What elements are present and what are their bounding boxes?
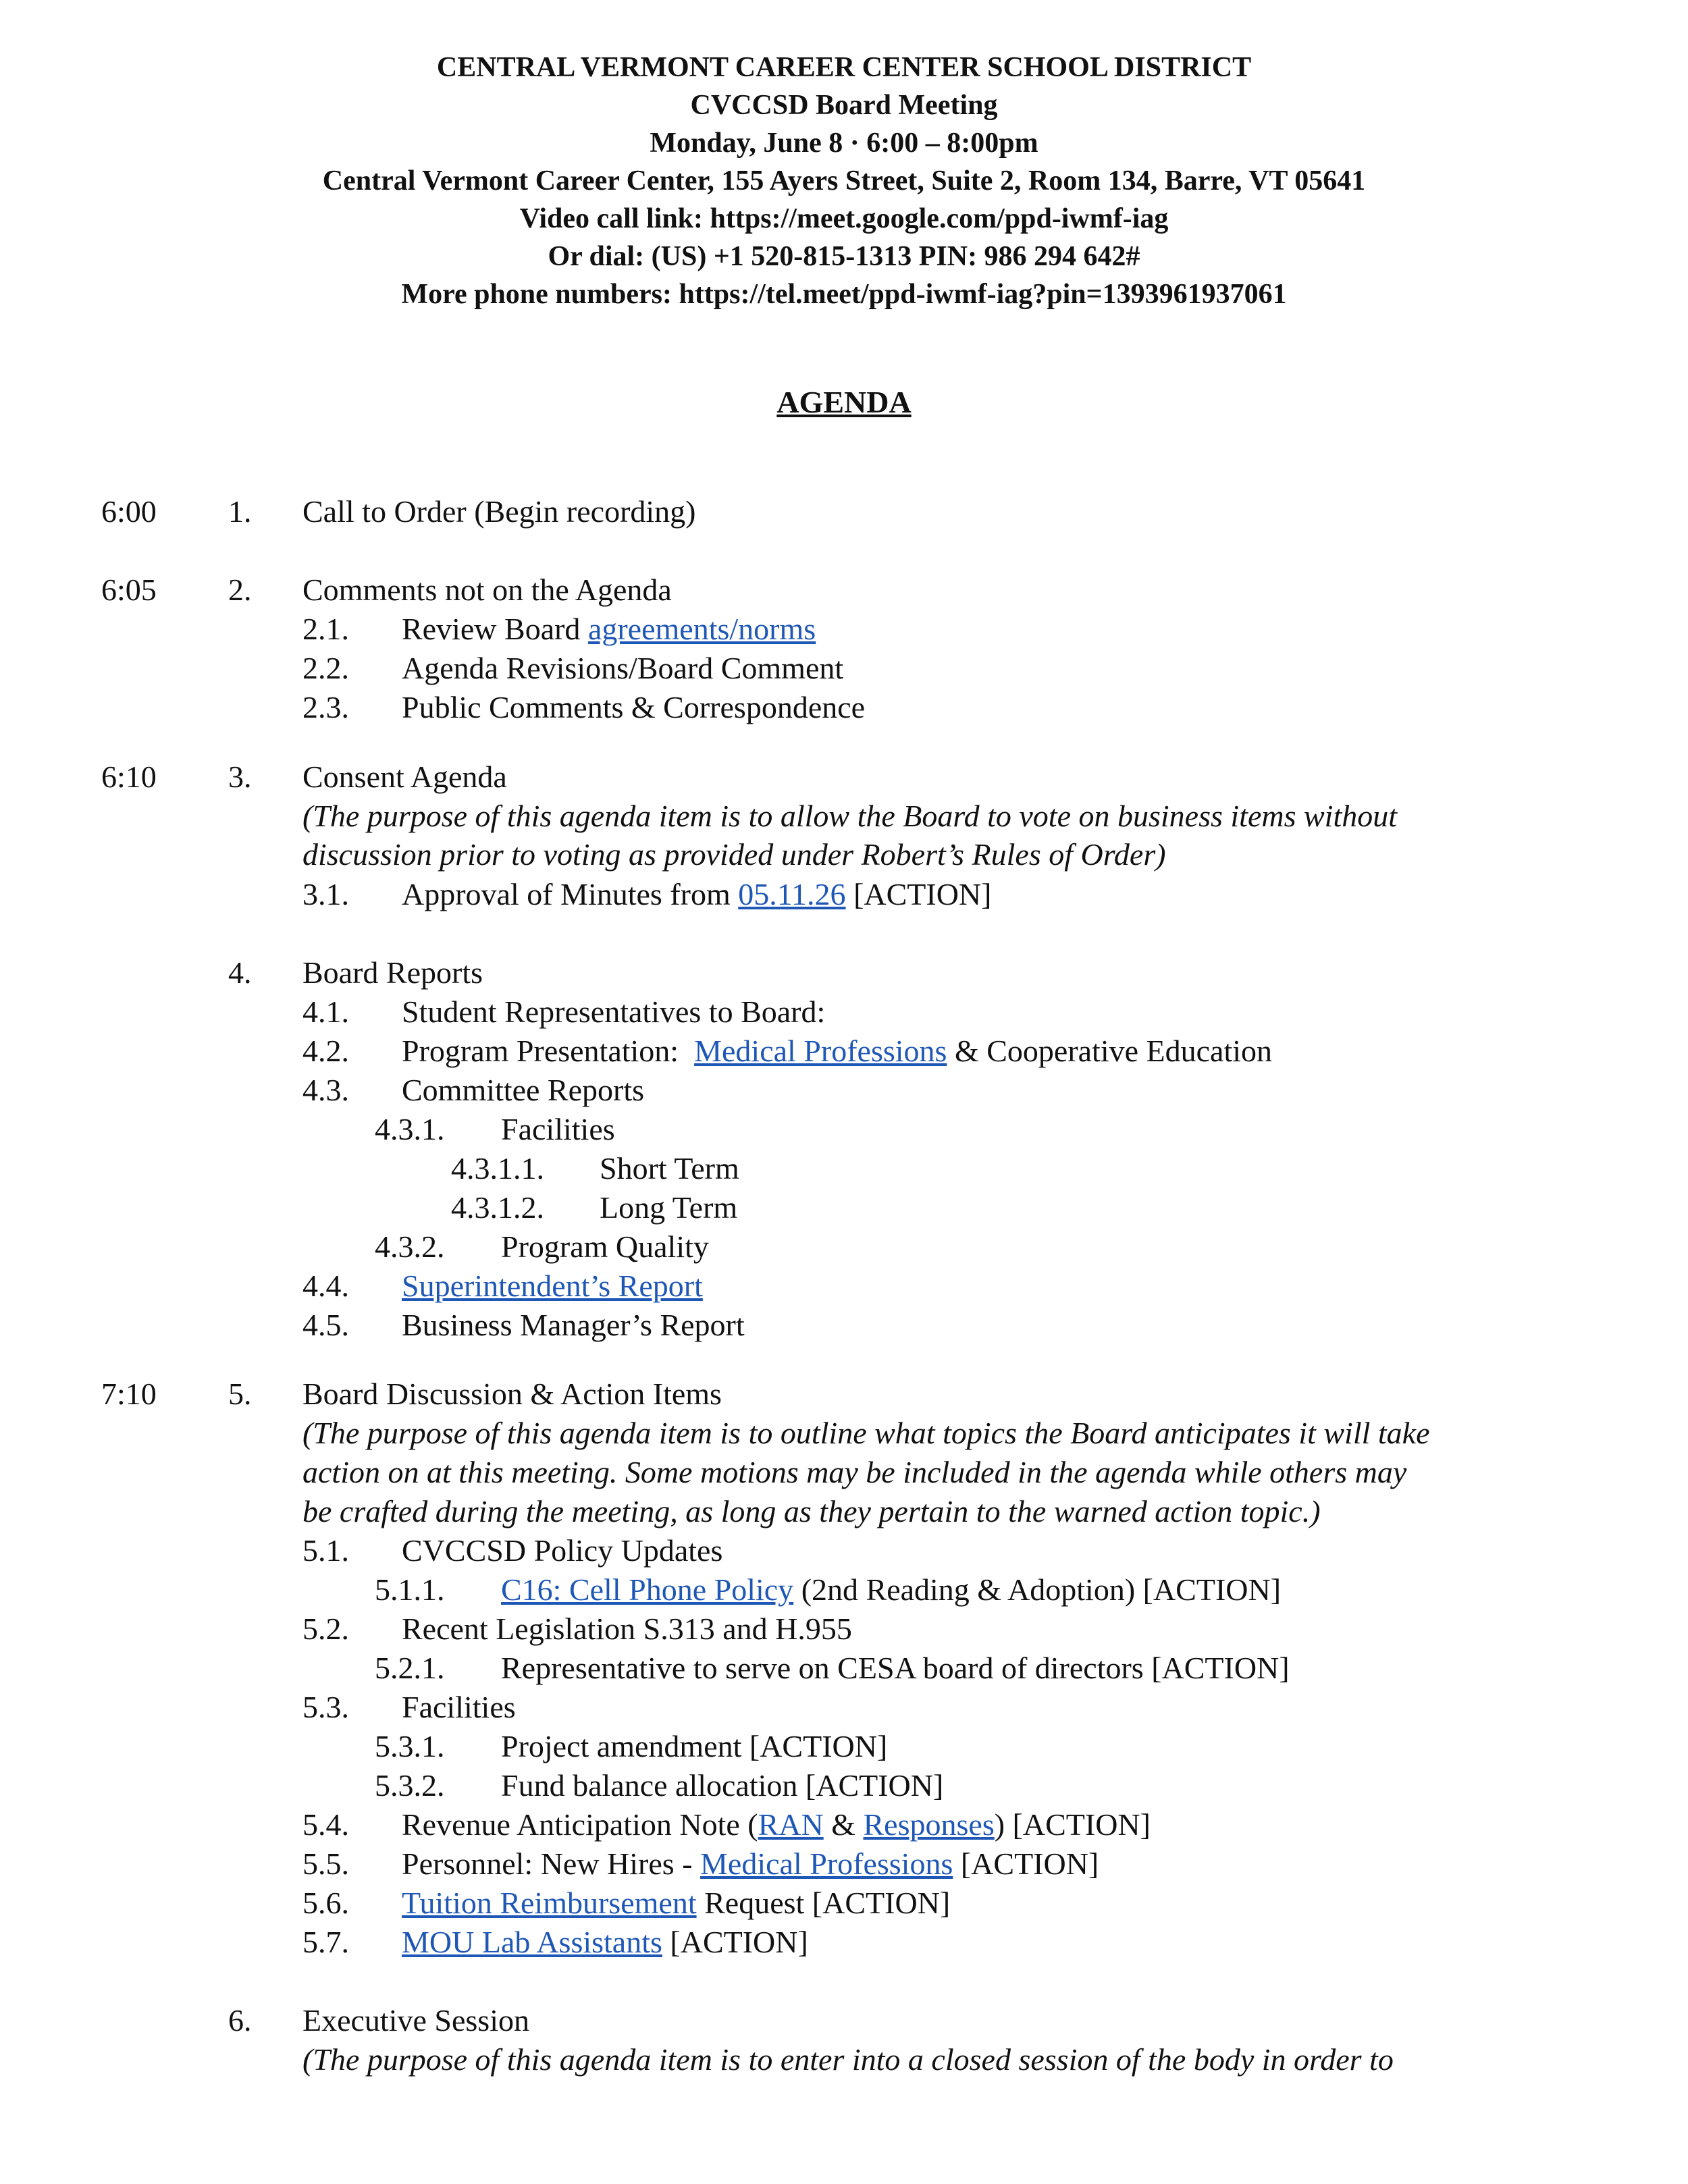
- item-text: Tuition Reimbursement Request [ACTION]: [402, 1886, 951, 1920]
- item-number: 5.1.1.: [375, 1572, 445, 1607]
- document-header: [0, 49, 1688, 313]
- meeting-date-time: Monday, June 8 · 6:00 – 8:00pm: [650, 128, 1038, 159]
- item-number: 5.4.: [302, 1807, 349, 1842]
- item-text: Program Presentation: Medical Professions & Cooperative Education: [402, 1034, 1273, 1068]
- item-text: Business Manager’s Report: [402, 1308, 745, 1342]
- item-number: 3.1.: [302, 877, 349, 911]
- item-number: 2.: [228, 572, 252, 607]
- more-phone-numbers: More phone numbers: https://tel.meet/ppd-iwmf-iag?pin=1393961937061: [401, 279, 1287, 310]
- item-time: 7:10: [101, 1377, 157, 1411]
- item-number: 4.4.: [302, 1269, 349, 1303]
- item-text: Executive Session: [302, 2003, 529, 2037]
- item-number: 6.: [228, 2003, 252, 2037]
- item-number: 4.3.1.: [375, 1112, 445, 1146]
- agreements-norms-link[interactable]: agreements/norms: [587, 612, 816, 646]
- item-number: 5.2.: [302, 1612, 349, 1646]
- ran-link[interactable]: RAN: [758, 1807, 824, 1842]
- item-time: 6:05: [101, 572, 157, 607]
- item-text: Facilities: [402, 1690, 516, 1724]
- item-number: 4.: [228, 955, 252, 990]
- item-text: Board Reports: [302, 955, 483, 990]
- item-text: C16: Cell Phone Policy (2nd Reading & Adoption) [ACTION]: [501, 1572, 1282, 1607]
- dial-in-info: Or dial: (US) +1 520-815-1313 PIN: 986 294 642#: [548, 241, 1140, 272]
- item-text: Approval of Minutes from 05.11.26 [ACTION]: [402, 877, 992, 911]
- item-text: [402, 1267, 703, 1306]
- item-time: 6:00: [101, 494, 157, 529]
- item-text: Representative to serve on CESA board of directors [ACTION]: [501, 1651, 1290, 1685]
- item-number: 4.3.1.1.: [451, 1151, 544, 1186]
- item-text: Program Quality: [501, 1229, 709, 1264]
- item-text: Student Representatives to Board:: [402, 994, 826, 1029]
- item-text: Fund balance allocation [ACTION]: [501, 1768, 944, 1803]
- item-number: 4.2.: [302, 1034, 349, 1068]
- item-number: 4.1.: [302, 994, 349, 1029]
- item-text: Comments not on the Agenda: [302, 572, 672, 607]
- item-text: Consent Agenda: [302, 760, 507, 794]
- minutes-05-11-26-link[interactable]: 05.11.26: [738, 877, 846, 911]
- item-text: Committee Reports: [402, 1073, 645, 1107]
- item-number: 5.3.2.: [375, 1768, 445, 1803]
- medical-professions-hires-link[interactable]: Medical Professions: [700, 1846, 953, 1881]
- item-text: Board Discussion & Action Items: [302, 1377, 722, 1411]
- item-number: 5.5.: [302, 1846, 349, 1881]
- video-call-link: Video call link: https://meet.google.com/ppd-iwmf-iag: [519, 203, 1169, 234]
- item-text: Personnel: New Hires - Medical Professions [ACTION]: [402, 1846, 1099, 1881]
- agenda-title: AGENDA: [776, 385, 912, 419]
- item-text: Review Board agreements/norms: [402, 612, 816, 646]
- superintendents-report-link[interactable]: Superintendent’s Report: [402, 1269, 703, 1303]
- item-number: 4.3.2.: [375, 1229, 445, 1264]
- item-number: 4.5.: [302, 1308, 349, 1342]
- responses-link[interactable]: Responses: [863, 1807, 995, 1842]
- tuition-reimbursement-link[interactable]: Tuition Reimbursement: [402, 1886, 697, 1920]
- item-number: 4.3.: [302, 1073, 349, 1107]
- item-text: Project amendment [ACTION]: [501, 1729, 888, 1763]
- item-text: Facilities: [501, 1112, 615, 1146]
- item-text: CVCCSD Policy Updates: [402, 1533, 723, 1568]
- item-number: 5.7.: [302, 1925, 349, 1959]
- item-number: 4.3.1.2.: [451, 1190, 544, 1225]
- item-number: 5.3.1.: [375, 1729, 445, 1763]
- district-name: CENTRAL VERMONT CAREER CENTER SCHOOL DISTRICT: [436, 52, 1252, 83]
- meeting-title: CVCCSD Board Meeting: [690, 90, 998, 121]
- item-number: 2.2.: [302, 651, 349, 685]
- item-time: 6:10: [101, 760, 157, 794]
- item-number: 3.: [228, 760, 252, 794]
- item-number: 5.1.: [302, 1533, 349, 1568]
- item-number: 1.: [228, 494, 252, 529]
- item-number: 5.6.: [302, 1886, 349, 1920]
- item-text: Long Term: [600, 1190, 738, 1225]
- item-number: 2.3.: [302, 690, 349, 724]
- item-text: Revenue Anticipation Note (RAN & Responses) [ACTION]: [402, 1807, 1151, 1842]
- meeting-location: Central Vermont Career Center, 155 Ayers Street, Suite 2, Room 134, Barre, VT 05641: [322, 165, 1366, 196]
- mou-lab-assistants-link[interactable]: MOU Lab Assistants: [402, 1925, 662, 1959]
- item-number: 5.2.1.: [375, 1651, 445, 1685]
- item-number: 5.3.: [302, 1690, 349, 1724]
- item-number: 5.: [228, 1377, 252, 1411]
- item-text: Agenda Revisions/Board Comment: [402, 651, 844, 685]
- item-text: Call to Order (Begin recording): [302, 494, 696, 529]
- item-text: Recent Legislation S.313 and H.955: [402, 1612, 852, 1646]
- item-text: MOU Lab Assistants [ACTION]: [402, 1925, 808, 1959]
- item-text: Short Term: [600, 1151, 739, 1186]
- item-text: Public Comments & Correspondence: [402, 690, 866, 724]
- medical-professions-presentation-link[interactable]: Medical Professions: [694, 1034, 947, 1068]
- item-number: 2.1.: [302, 612, 349, 646]
- cell-phone-policy-link[interactable]: C16: Cell Phone Policy: [501, 1572, 794, 1607]
